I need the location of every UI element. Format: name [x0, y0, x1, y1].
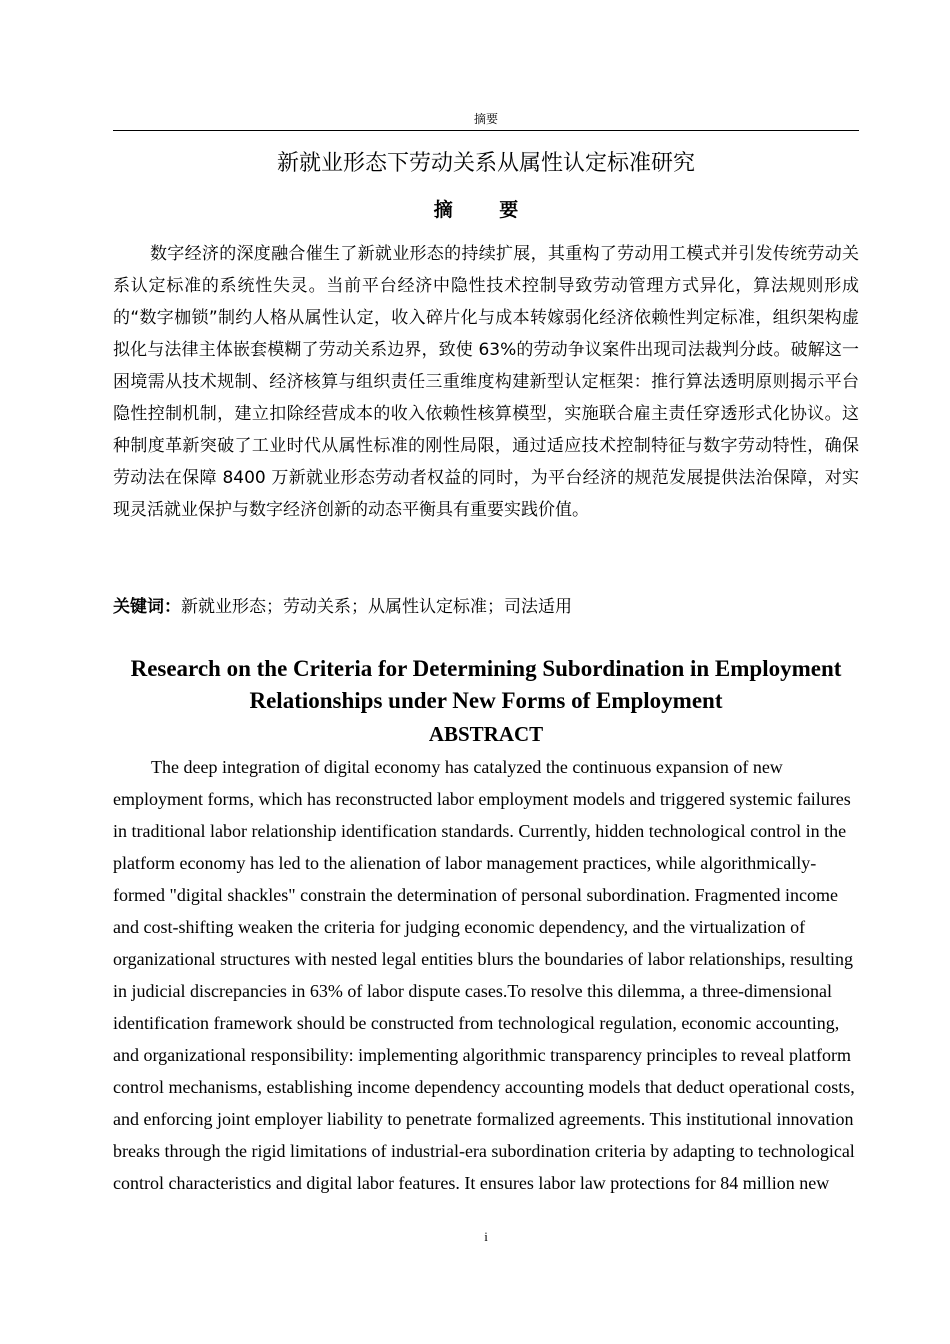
english-abstract-heading: ABSTRACT	[428, 722, 544, 746]
keywords-label: 关键词：	[113, 597, 181, 617]
chinese-keywords	[113, 593, 859, 621]
chinese-title: 新就业形态下劳动关系从属性认定标准研究	[276, 151, 695, 176]
chinese-abstract-body: 数字经济的深度融合催生了新就业形态的持续扩展，其重构了劳动用工模式并引发传统劳动关系认定标准的系统性失灵。当前平台经济中隐性技术控制导致劳动管理方式异化，算法规则形成的“数字枷锁”制约人格从属性认定，收入碎片化与成本转嫁弱化经济依赖性判定标准，组织架构虚拟化与法律主体嵌套模糊了劳动关系边界，致使 63%的劳动争议案件出现司法裁判分歧。破解这一困境需从技术规制、经济核算与组织责任三重维度构建新型认定框架：推行算法透明原则揭示平台隐性控制机制，建立扣除经营成本的收入依赖性核算模型，实施联合雇主责任穿透形式化协议。这种制度革新突破了工业时代从属性标准的刚性局限，通过适应技术控制特征与数字劳动特性，确保劳动法在保障 8400 万新就业形态劳动者权益的同时，为平台经济的规范发展提供法治保障，对实现灵活就业保护与数字经济创新的动态平衡具有重要实践价值。	[113, 244, 859, 520]
page-number: i	[484, 1229, 488, 1244]
english-abstract-body: The deep integration of digital economy has catalyzed the continuous expansion of new employment forms, which has reconstructed labor employment models and triggered systemic failures in traditional labor relationship identification standards. Currently, hidden technological control in the platform economy has led to the alienation of labor management practices, while algorithmically-formed "digital shackles" constrain the determination of personal subordination. Fragmented income and cost-shifting weaken the criteria for judging economic dependency, and the virtualization of organizational structures with nested legal entities blurs the boundaries of labor relationships, resulting in judicial discrepancies in 63% of labor dispute cases.To resolve this dilemma, a three-dimensional identification framework should be constructed from technological regulation, economic accounting, and organizational responsibility: implementing algorithmic transparency principles to reveal platform control mechanisms, establishing income dependency accounting models that deduct operational costs, and enforcing joint employer liability to penetrate formalized agreements. This institutional innovation breaks through the rigid limitations of industrial-era subordination criteria by adapting to technological control characteristics and digital labor features. It ensures labor law protections for 84 million new	[113, 757, 855, 1193]
keywords-list: 新就业形态；劳动关系；从属性认定标准；司法适用	[181, 597, 572, 617]
header-rule	[113, 130, 859, 131]
english-title: Research on the Criteria for Determining Subordination in Employment Relationships under New Forms of Employment	[130, 656, 842, 713]
running-header: 摘要	[473, 112, 498, 126]
chinese-abstract-heading: 摘 要	[433, 199, 539, 221]
